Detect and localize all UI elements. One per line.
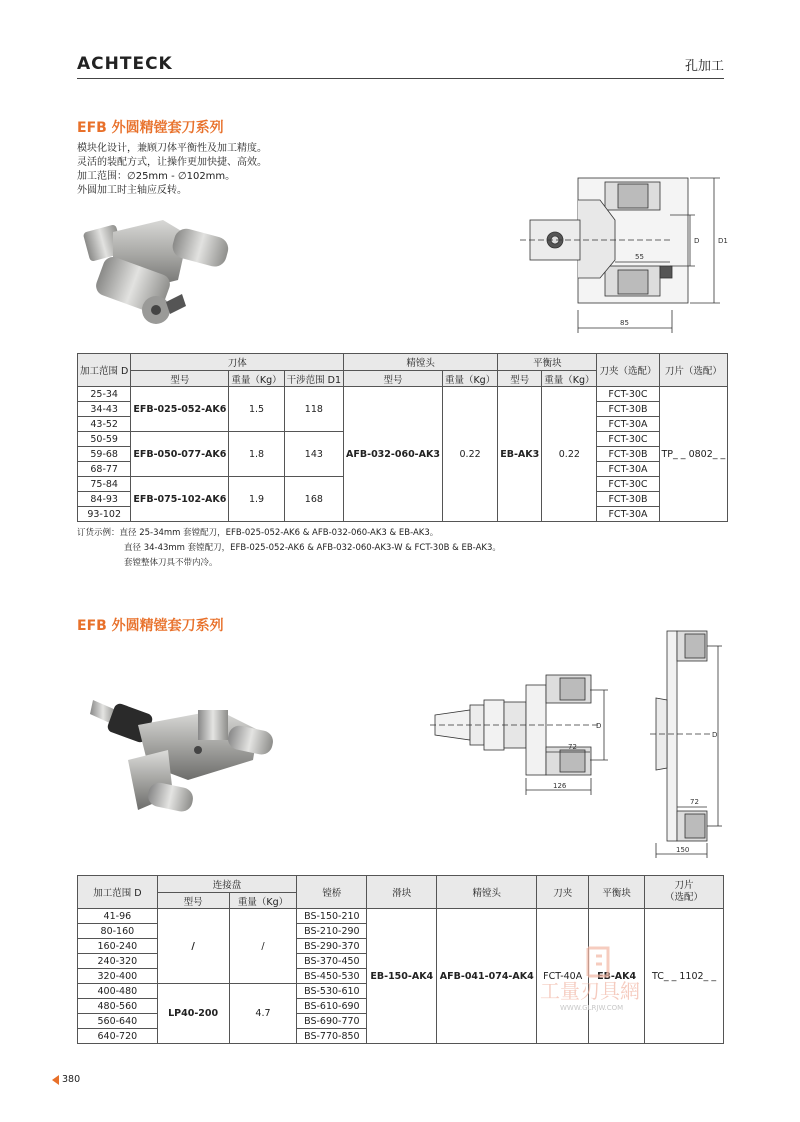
dim-150-label: 150 [676,846,690,854]
note-line: 套镗整体刀具不带内冷。 [124,558,218,568]
insert-cell: TC_ _ 1102_ _ [645,909,724,1044]
body-weight-cell: 1.9 [229,477,284,522]
range-cell: 320-400 [78,969,158,984]
holder-cell: FCT-30C [597,432,659,447]
range-cell: 41-96 [78,909,158,924]
section1-title: EFB 外圆精镗套刀系列 [77,120,224,136]
range-cell: 43-52 [78,417,131,432]
holder-cell: FCT-30B [597,492,659,507]
bridge-cell: BS-530-610 [297,984,367,999]
col-slide: 滑块 [367,876,437,909]
section-label: 孔加工 [684,59,724,74]
product-photo-efb [78,210,238,335]
note-line: 直径 34-43mm 套镗配刀，EFB-025-052-AK6 & AFB-032-060-AK3-W & FCT-30B & EB-AK3。 [124,543,501,553]
plate-weight-cell: / [229,909,297,984]
insert-cell: TP_ _ 0802_ _ [659,387,728,522]
range-cell: 160-240 [78,939,158,954]
range-cell: 84-93 [78,492,131,507]
col-range: 加工范围 D [78,876,158,909]
col-balance: 平衡块 [589,876,645,909]
desc-line: 灵活的装配方式，让操作更加快捷、高效。 [77,157,267,168]
range-cell: 34-43 [78,402,131,417]
bridge-cell: BS-450-530 [297,969,367,984]
head-model-cell: AFB-032-060-AK3 [344,387,443,522]
dim-126-label: 126 [553,782,567,790]
product-photo-boring-bridge [78,690,278,820]
col-holder: 刀夹 [537,876,589,909]
holder-cell: FCT-30A [597,507,659,522]
col-head-weight: 重量（Kg） [442,371,497,387]
range-cell: 25-34 [78,387,131,402]
col-group-head: 精镗头 [344,354,498,371]
dim-d-label-2: D [596,722,602,730]
body-model-cell: EFB-075-102-AK6 [131,477,229,522]
page-marker-icon [52,1075,59,1085]
range-cell: 59-68 [78,447,131,462]
desc-line: 模块化设计，兼顾刀体平衡性及加工精度。 [77,143,267,154]
technical-drawing-bridge [650,628,730,860]
plate-model-cell: LP40-200 [157,984,229,1044]
col-group-body: 刀体 [131,354,344,371]
col-holder: 刀夹（选配） [597,354,659,387]
head-cell: AFB-041-074-AK4 [437,909,537,1044]
col-bal-model: 型号 [498,371,542,387]
technical-drawing-side [430,670,610,800]
range-cell: 80-160 [78,924,158,939]
range-cell: 640-720 [78,1029,158,1044]
bridge-cell: BS-370-450 [297,954,367,969]
col-insert: 刀片 （选配） [645,876,724,909]
plate-model-cell: / [157,909,229,984]
range-cell: 93-102 [78,507,131,522]
col-head-model: 型号 [344,371,443,387]
col-insert: 刀片（选配） [659,354,728,387]
range-cell: 50-59 [78,432,131,447]
col-body-model: 型号 [131,371,229,387]
section2-title: EFB 外圆精镗套刀系列 [77,618,224,634]
plate-weight-cell: 4.7 [229,984,297,1044]
watermark-logo [538,942,673,1014]
desc-line: 加工范围：∅25mm - ∅102mm。 [77,171,236,182]
bal-weight-cell: 0.22 [542,387,597,522]
body-model-cell: EFB-025-052-AK6 [131,387,229,432]
body-d1-cell: 168 [284,477,343,522]
col-group-plate: 连接盘 [157,876,297,893]
range-cell: 240-320 [78,954,158,969]
range-cell: 68-77 [78,462,131,477]
holder-cell: FCT-30A [597,462,659,477]
range-cell: 400-480 [78,984,158,999]
col-bal-weight: 重量（Kg） [542,371,597,387]
bridge-cell: BS-770-850 [297,1029,367,1044]
col-body-d1: 干涉范围 D1 [284,371,343,387]
technical-drawing-efb [520,170,730,340]
col-group-balance: 平衡块 [498,354,597,371]
col-body-weight: 重量（Kg） [229,371,284,387]
body-d1-cell: 118 [284,387,343,432]
header-divider [77,78,724,79]
dim-85-label: 85 [620,319,629,327]
body-weight-cell: 1.5 [229,387,284,432]
range-cell: 75-84 [78,477,131,492]
dim-55-label: 55 [635,253,644,261]
watermark-url: WWW.GLRJW.COM [560,1004,624,1012]
holder-cell: FCT-30C [597,477,659,492]
body-model-cell: EFB-050-077-AK6 [131,432,229,477]
col-plate-weight: 重量（Kg） [229,893,297,909]
bridge-cell: BS-290-370 [297,939,367,954]
bridge-cell: BS-690-770 [297,1014,367,1029]
dim-d-label: D [694,237,700,245]
page-number: 380 [62,1074,81,1085]
body-d1-cell: 143 [284,432,343,477]
body-weight-cell: 1.8 [229,432,284,477]
brand-logo: ACHTECK [77,54,173,74]
dim-72-label: 72 [568,743,577,751]
head-weight-cell: 0.22 [442,387,497,522]
dim-72b-label: 72 [690,798,699,806]
order-example-notes [77,526,501,571]
col-bridge: 镗桥 [297,876,367,909]
holder-cell: FCT-30B [597,447,659,462]
dim-d1-label: D1 [718,237,728,245]
dim-d-label-3: D [712,731,718,739]
col-range: 加工范围 D [78,354,131,387]
efb-spec-table [77,353,728,522]
slide-cell: EB-150-AK4 [367,909,437,1044]
balance-cell: EB-AK4 [589,909,645,1044]
note-line: 订货示例：直径 25-34mm 套镗配刀，EFB-025-052-AK6 & AFB-032-060-AK3 & EB-AK3。 [77,528,439,538]
bridge-cell: BS-150-210 [297,909,367,924]
col-plate-model: 型号 [157,893,229,909]
section1-description [77,142,267,198]
holder-cell: FCT-30B [597,402,659,417]
watermark-text: 工量刃具網 [540,979,640,1003]
range-cell: 480-560 [78,999,158,1014]
range-cell: 560-640 [78,1014,158,1029]
holder-cell: FCT-30A [597,417,659,432]
bal-model-cell: EB-AK3 [498,387,542,522]
bridge-cell: BS-210-290 [297,924,367,939]
holder-cell: FCT-30C [597,387,659,402]
desc-line: 外圆加工时主轴应反转。 [77,185,187,196]
holder-cell: FCT-40A [537,909,589,1044]
bridge-cell: BS-610-690 [297,999,367,1014]
col-head: 精镗头 [437,876,537,909]
